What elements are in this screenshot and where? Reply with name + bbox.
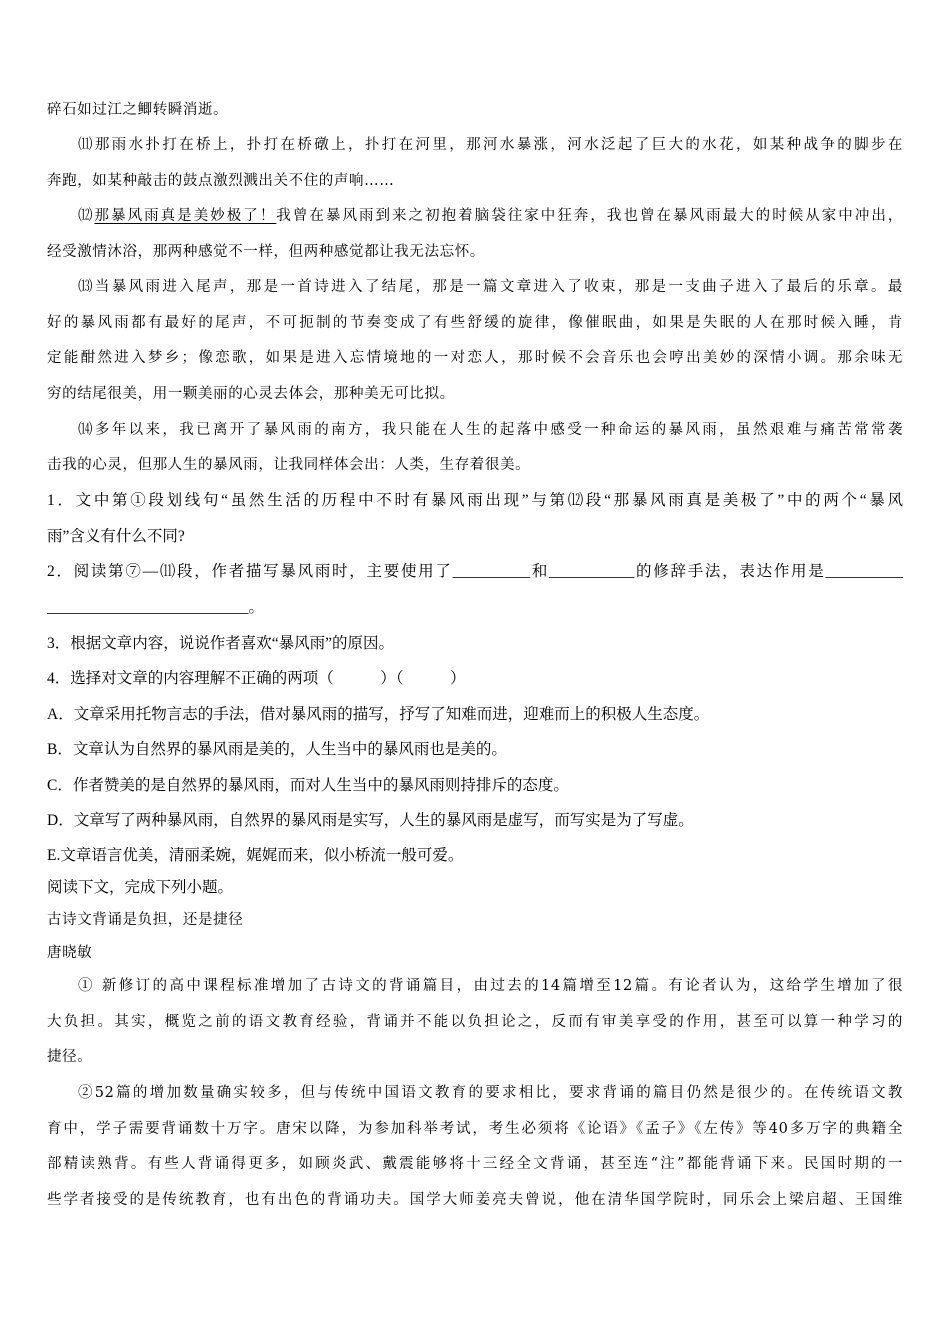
paragraph-12-line-1-rest: 我曾在暴风雨到来之初抱着脑袋往家中狂奔，我也曾在暴风雨最大的时候从家中冲出， [276,208,903,224]
paragraph-12-line-2: 经受激情沐浴，那两种感觉不一样，但两种感觉都让我无法忘怀。 [47,244,485,260]
paragraph-12-marker: ⑿ [78,208,95,224]
question-1-line-1: 1．文中第①段划线句“虽然生活的历程中不时有暴风雨出现”与第⑿段“那暴风雨真是美极了”中的两个“暴风 [47,492,903,509]
option-e: E.文章语言优美，清丽柔婉，娓娓而来，似小桥流一般可爱。 [47,847,464,864]
paragraph-13-line-1: ⒀当暴风雨进入尾声，那是一首诗进入了结尾，那是一篇文章进入了收束，那是一支曲子进入了最后的乐章。最 [78,279,903,295]
question-2-line-1: 2．阅读第⑦—⑾段，作者描写暴风雨时，主要使用了__________和___________的修辞手法，表达作用是__________ [47,563,903,580]
paragraph-13-line-3: 定能酣然进入梦乡；像恋歌，如果是进入忘情境地的一对恋人，那时候不会音乐也会哼出美妙的深情小调。那余味无 [47,350,903,366]
paragraph-14-line-1: ⒁多年以来，我已离开了暴风雨的南方，我只能在人生的起落中感受一种命运的暴风雨，虽然艰难与痛苦常常袭 [78,422,903,438]
reading-instruction: 阅读下文，完成下列小题。 [47,879,234,896]
question-3: 3．根据文章内容，说说作者喜欢“暴风雨”的原因。 [47,635,395,652]
option-a: A．文章采用托物言志的手法，借对暴风雨的描写，抒写了知难而进，迎难而上的积极人生态度。 [47,706,710,723]
article-p2-line-3: 部精读熟背。有些人背诵得更多，如顾炎武、戴震能够将十三经全文背诵，甚至连“注”都能背诵下来。民国时期的一 [47,1156,903,1172]
paragraph-13-line-2: 好的暴风雨都有最好的尾声，不可扼制的节奏变成了有些舒缓的旋律，像催眠曲，如果是失眠的人在那时候入睡，肯 [47,315,903,331]
question-4: 4．选择对文章的内容理解不正确的两项（ ）（ ） [47,670,466,687]
option-c: C．作者赞美的是自然界的暴风雨，而对人生当中的暴风雨则持排斥的态度。 [47,777,569,794]
question-1-line-2: 雨”含义有什么不同? [47,528,185,545]
article-author: 唐晓敏 [47,945,93,961]
paragraph-12-line-1 [78,206,903,226]
paragraph-continuation: 碎石如过江之鲫转瞬消逝。 [47,102,229,118]
article-p2-line-2: 育中，学子需要背诵数十万字。唐宋以降，为参加科举考试，考生必须将《论语》《孟子》《左传》等40多万字的典籍全 [47,1121,903,1137]
article-p2-line-4: 些学者接受的是传统教育，也有出色的背诵功夫。国学大师姜亮夫曾说，他在清华国学院时，同乐会上梁启超、王国维 [47,1192,903,1208]
paragraph-11-line-2: 奔跑，如某种敲击的鼓点激烈溅出关不住的声响…… [47,173,395,189]
question-2-line-2: __________________________。 [47,599,265,616]
paragraph-14-line-2: 击我的心灵，但那人生的暴风雨，让我同样体会出：人类，生存着很美。 [47,457,531,473]
article-title: 古诗文背诵是负担，还是捷径 [47,912,244,928]
article-p1-line-3: 捷径。 [47,1049,93,1065]
article-p2-line-1: ②52篇的增加数量确实较多，但与传统中国语文教育的要求相比，要求背诵的篇目仍然是很少的。在传统语文教 [78,1085,903,1101]
option-d: D．文章写了两种暴风雨，自然界的暴风雨是实写，人生的暴风雨是虚写，而写实是为了写虚。 [47,812,694,829]
article-p1-line-2: 大负担。其实，概览之前的语文教育经验，背诵并不能以负担论之，反而有审美享受的作用，甚至可以算一种学习的 [47,1014,903,1030]
option-b: B．文章认为自然界的暴风雨是美的，人生当中的暴风雨也是美的。 [47,741,507,758]
paragraph-11-line-1: ⑾那雨水扑打在桥上，扑打在桥礅上，扑打在河里，那河水暴涨，河水泛起了巨大的水花，如某种战争的脚步在 [78,137,903,153]
underlined-sentence: 那暴风雨真是美妙极了！ [94,208,277,224]
paragraph-13-line-4: 穷的结尾很美，用一颗美丽的心灵去体会，那种美无可比拟。 [47,386,455,402]
article-p1-line-1: ① 新修订的高中课程标准增加了古诗文的背诵篇目，由过去的14篇增至12篇。有论者认为，这给学生增加了很 [78,978,903,994]
